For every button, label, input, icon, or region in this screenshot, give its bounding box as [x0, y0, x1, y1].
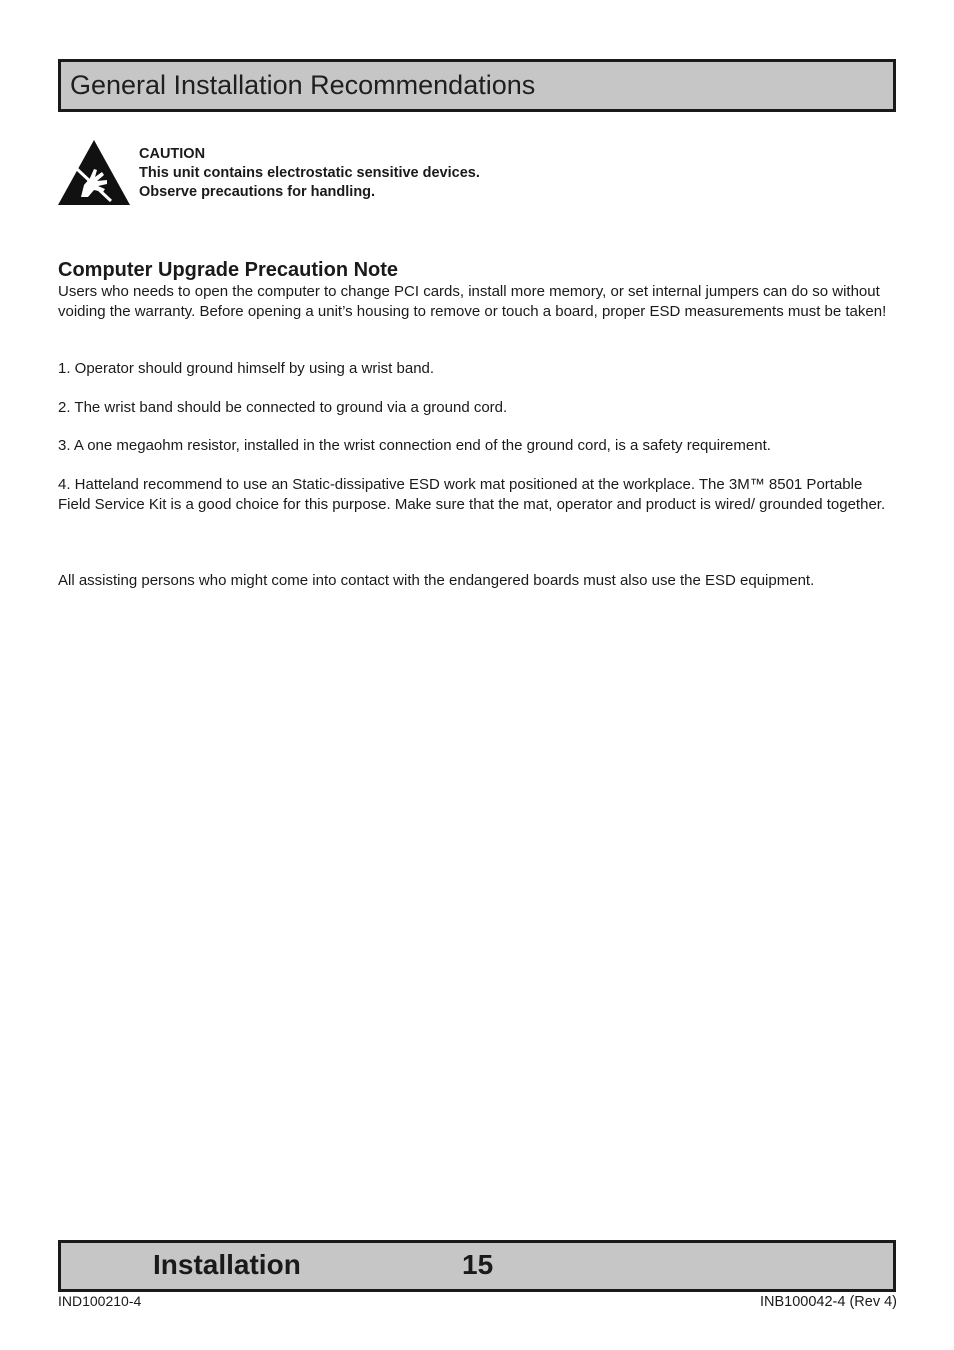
- caution-line-2: Observe precautions for handling.: [139, 184, 376, 200]
- header-bar: [58, 59, 896, 112]
- caution-notice: [139, 145, 480, 202]
- footer-bar: [58, 1240, 896, 1292]
- footer-section-title: Installation: [153, 1249, 301, 1280]
- intro-paragraph: Users who needs to open the computer to change PCI cards, install more memory, or set internal jumpers can do so without voiding the warranty. Before opening a unit’s housing to remove or touch a board, proper ESD measurements must be taken!: [58, 283, 887, 320]
- page-number: 15: [462, 1249, 494, 1280]
- step-4: 4. Hatteland recommend to use an Static-dissipative ESD work mat positioned at the workplace. The 3M™ 8501 Portable Field Service Kit is a good choice for this purpose. Make sure that the mat, operator and product is wired/ grounded together.: [58, 476, 886, 513]
- step-2: 2. The wrist band should be connected to ground via a ground cord.: [58, 399, 508, 416]
- step-3: 3. A one megaohm resistor, installed in the wrist connection end of the ground cord, is a safety requirement.: [58, 437, 771, 454]
- closing-paragraph: All assisting persons who might come into contact with the endangered boards must also use the ESD equipment.: [58, 572, 815, 589]
- section-heading: Computer Upgrade Precaution Note: [58, 259, 399, 281]
- esd-warning-icon: [57, 139, 131, 206]
- document-id-right: INB100042-4 (Rev 4): [759, 1294, 897, 1310]
- page-title: General Installation Recommendations: [70, 70, 536, 100]
- caution-label: CAUTION: [139, 146, 206, 162]
- caution-line-1: This unit contains electrostatic sensitive devices.: [139, 165, 480, 181]
- step-1: 1. Operator should ground himself by using a wrist band.: [58, 360, 435, 377]
- document-id-left: IND100210-4: [58, 1293, 142, 1309]
